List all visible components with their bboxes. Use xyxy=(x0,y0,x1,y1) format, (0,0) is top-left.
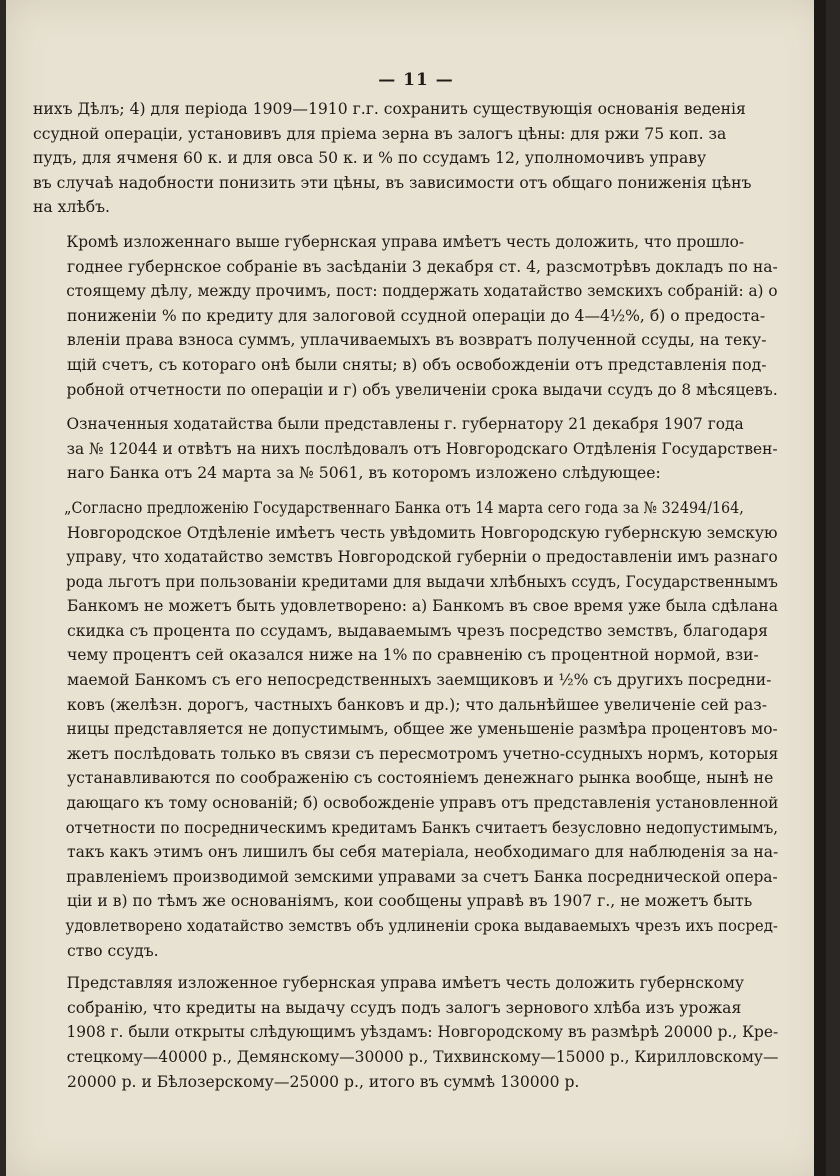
text-line: маемой Банкомъ съ его непосредственныхъ заемщиковъ и ½% съ другихъ посредни- xyxy=(67,671,772,690)
text-line: 1908 г. были открыты слѣдующимъ уѣздамъ: Новгородскому въ размѣрѣ 20000 р., Кре- xyxy=(66,1023,779,1042)
text-line: стоящему дѣлу, между прочимъ, пост: поддержать ходатайство земскихъ собраній: а) о xyxy=(66,282,778,301)
text-line: на хлѣбъ. xyxy=(33,198,111,217)
text-line: въ случаѣ надобности понизить эти цѣны, въ зависимости отъ общаго пониженія цѣнъ xyxy=(33,173,752,192)
text-line: ницы представляется не допустимымъ, общее же уменьшеніе размѣра процентовъ мо- xyxy=(66,720,778,739)
text-line: робной отчетности по операціи и г) объ увеличеніи срока выдачи ссудъ до 8 мѣсяцевъ. xyxy=(66,380,778,399)
text-line: Представляя изложенное губернская управа имѣетъ честь доложить губернскому xyxy=(66,974,744,993)
paragraph-3 xyxy=(33,412,778,486)
text-line: дающаго къ тому основаній; б) освобожденіе управъ отъ представленія установленной xyxy=(66,794,779,813)
text-line: удовлетворено ходатайство земствъ объ удлиненіи срока выдаваемыхъ чрезъ ихъ посред- xyxy=(65,917,778,935)
body-text xyxy=(33,97,778,1094)
paragraph-4-quote xyxy=(33,496,778,963)
text-line: правленіемъ производимой земскими управами за счетъ Банка посреднической опера- xyxy=(66,867,778,886)
scan-dark-margin xyxy=(814,0,826,1176)
text-line: за № 12044 и отвѣтъ на нихъ послѣдовалъ отъ Новгородскаго Отдѣленія Государствен- xyxy=(66,439,778,458)
text-line: „Согласно предложенію Государственнаго Банка отъ 14 марта сего года за № 32494/164, xyxy=(64,498,744,517)
text-line: ковъ (желѣзн. дорогъ, частныхъ банковъ и др.); что дальнѣйшее увеличеніе сей раз- xyxy=(67,695,768,714)
text-line: Банкомъ не можетъ быть удовлетворено: а) Банкомъ въ свое время уже была сдѣлана xyxy=(66,597,779,616)
text-line: Означенныя ходатайства были представлены г. губернатору 21 декабря 1907 года xyxy=(66,415,744,434)
text-line: отчетности по посредническимъ кредитамъ Банкъ считаетъ безусловно недопустимымъ, xyxy=(65,818,779,837)
text-line: наго Банка отъ 24 марта за № 5061, въ которомъ изложено слѣдующее: xyxy=(67,464,661,483)
text-line: такъ какъ этимъ онъ лишилъ бы себя матеріала, необходимаго для наблюденія за на- xyxy=(67,843,779,862)
text-line: нихъ Дѣлъ; 4) для періода 1909—1910 г.г. сохранить существующія основанія веденія xyxy=(33,100,746,118)
paragraph-2 xyxy=(33,230,778,402)
paragraph-5 xyxy=(33,971,778,1094)
text-line: собранію, что кредиты на выдачу ссудъ подъ залогъ зернового хлѣба изъ урожая xyxy=(67,998,742,1017)
text-line: чему процентъ сей оказался ниже на 1% по сравненію съ процентной нормой, взи- xyxy=(67,646,759,665)
text-line: пониженіи % по кредиту для залоговой ссудной операціи до 4—4½%, б) о предоста- xyxy=(67,306,766,325)
text-line: управу, что ходатайство земствъ Новгородской губерніи о предоставленіи имъ разнаго xyxy=(66,548,778,567)
text-line: щій счетъ, съ котораго онѣ были сняты; в) объ освобожденіи отъ представленія под- xyxy=(67,355,767,374)
text-line: устанавливаются по соображенію съ состояніемъ денежнаго рынка вообще, нынѣ не xyxy=(67,769,774,788)
text-line: Кромѣ изложеннаго выше губернская управа имѣетъ честь доложить, что прошло- xyxy=(66,232,745,251)
paragraph-1 xyxy=(33,97,778,220)
text-line: стецкому—40000 р., Демянскому—30000 р., Тихвинскому—15000 р., Кирилловскому— xyxy=(66,1047,779,1066)
text-line: ство ссудъ. xyxy=(67,941,159,960)
text-line: рода льготъ при пользованіи кредитами для выдачи хлѣбныхъ ссудъ, Государственнымъ xyxy=(65,572,778,591)
text-line: вленіи права взноса суммъ, уплачиваемыхъ въ возвратъ полученной ссуды, на теку- xyxy=(67,331,767,350)
text-line: жетъ послѣдовать только въ связи съ пересмотромъ учетно-ссудныхъ нормъ, которыя xyxy=(66,744,779,763)
text-line: ціи и в) по тѣмъ же основаніямъ, кои сообщены управѣ въ 1907 г., не можетъ быть xyxy=(67,892,753,911)
text-line: ссудной операціи, установивъ для пріема зерна въ залогъ цѣны: для ржи 75 коп. за xyxy=(33,124,727,143)
text-line: 20000 р. и Бѣлозерскому—25000 р., итого въ суммѣ 130000 р. xyxy=(67,1072,580,1091)
text-line: Новгородское Отдѣленіе имѣетъ честь увѣдомить Новгородскую губернскую земскую xyxy=(66,523,778,542)
text-line: годнее губернское собраніе въ засѣданіи 3 декабря ст. 4, разсмотрѣвъ докладъ по на- xyxy=(67,257,778,276)
document-page xyxy=(6,0,826,1176)
page-number: — 11 — xyxy=(378,70,454,90)
text-line: пудъ, для ячменя 60 к. и для овса 50 к. и % по ссудамъ 12, уполномочивъ управу xyxy=(33,149,707,168)
text-line: скидка съ процента по ссудамъ, выдаваемымъ чрезъ посредство земствъ, благодаря xyxy=(67,621,768,640)
